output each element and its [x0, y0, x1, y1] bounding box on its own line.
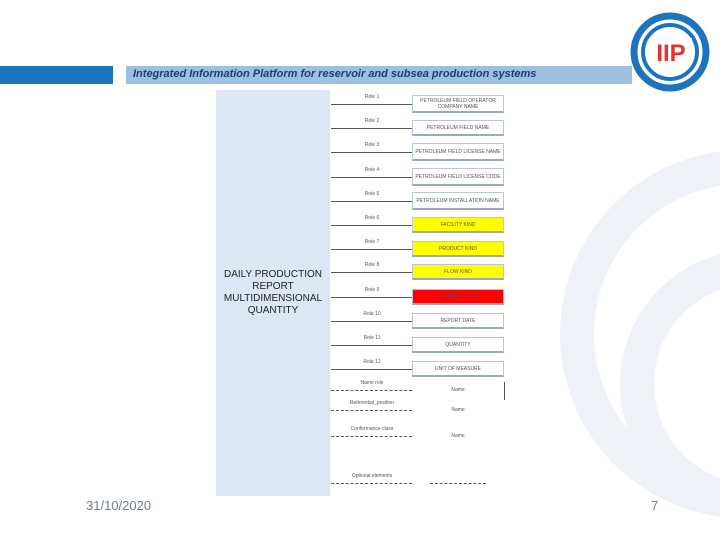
target-box: PETROLEUM INSTALLATION NAME [412, 192, 504, 210]
entity-title: DAILY PRODUCTION REPORT MULTIDIMENSIONAL QUANTITY [223, 269, 323, 316]
relation-line [331, 272, 412, 273]
target-box: REPORT DATE [412, 313, 504, 329]
relation-line [331, 201, 412, 202]
target-box: FACILITY KIND [412, 217, 504, 233]
connector-line [504, 382, 505, 400]
role-label: Role 3 [364, 142, 380, 148]
relation-line [331, 369, 412, 370]
relation-line [331, 104, 412, 105]
role-label: Role 9 [364, 287, 380, 293]
role-label: Role 4 [364, 167, 380, 173]
relation-line [331, 390, 412, 391]
relation-line [331, 483, 412, 484]
footer-date: 31/10/2020 [86, 498, 152, 513]
relation-line [331, 321, 412, 322]
page-title: Integrated Information Platform for reservoir and subsea production systems [133, 68, 537, 80]
target-box: Name [451, 407, 465, 413]
relation-line [331, 249, 412, 250]
relation-line [331, 128, 412, 129]
target-box: FLOW KIND [412, 264, 504, 280]
role-label: Role 2 [364, 118, 380, 124]
relation-line [331, 297, 412, 298]
role-label: Role 1 [364, 94, 380, 100]
role-label: Referential_position [349, 400, 395, 406]
target-box: PETROLEUM FIELD OPERATOR COMPANY NAME [412, 95, 504, 113]
header-accent [0, 66, 113, 84]
role-label: Role 5 [364, 191, 380, 197]
role-label: Name role [360, 380, 384, 386]
role-label: Role 10 [363, 311, 381, 317]
page-number: 7 [651, 498, 659, 513]
target-box: PRODUCT KIND [412, 241, 504, 257]
header-band [126, 66, 632, 84]
relation-line [331, 410, 412, 411]
optional-placeholder [430, 483, 486, 484]
role-label: Role 12 [363, 359, 381, 365]
role-label: Role 8 [364, 262, 380, 268]
target-box: PETROLEUM FIELD LICENSE NAME [412, 143, 504, 161]
target-box: QUANTITY CLASS [412, 289, 504, 305]
iip-logo [628, 10, 712, 94]
header-bar [0, 66, 632, 84]
target-box: PETROLEUM FIELD NAME [412, 120, 504, 136]
relation-line [331, 152, 412, 153]
relation-line [331, 177, 412, 178]
target-box: Name [451, 387, 465, 393]
role-label: Conformance class [350, 426, 394, 432]
relation-line [331, 225, 412, 226]
role-label: Optional elements [351, 473, 393, 479]
target-box: PETROLEUM FIELD LICENSE CODE [412, 168, 504, 186]
target-box: Name [451, 433, 465, 439]
target-box: QUANTITY [412, 337, 504, 353]
role-label: Role 11 [363, 335, 381, 341]
role-label: Role 7 [364, 239, 380, 245]
logo-text: IIP [656, 40, 686, 67]
relation-line [331, 436, 412, 437]
role-label: Role 6 [364, 215, 380, 221]
target-box: UNIT OF MEASURE [412, 361, 504, 377]
relation-line [331, 345, 412, 346]
